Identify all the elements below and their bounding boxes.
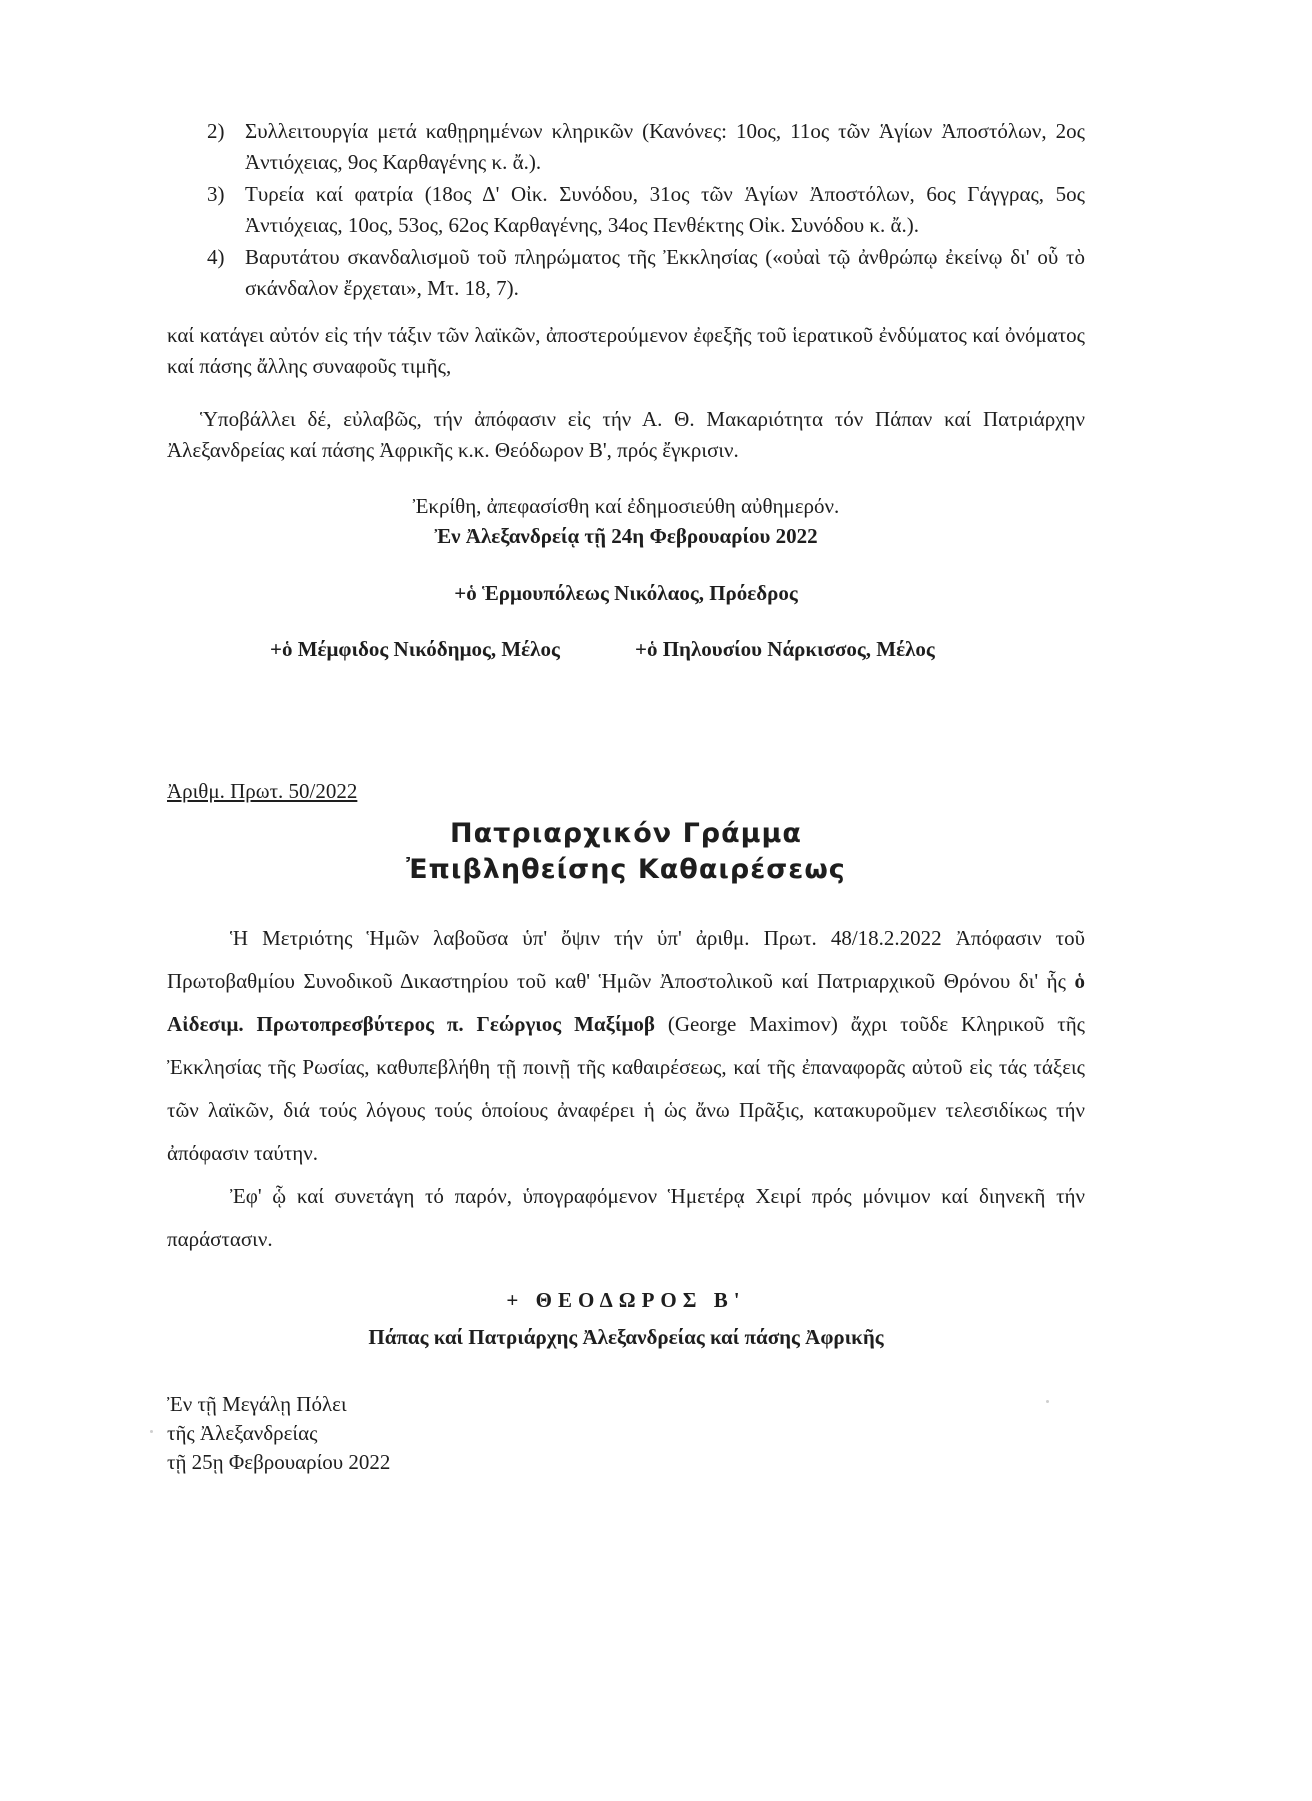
letter-body-paragraph-1	[167, 917, 1085, 1175]
list-item-number: 4)	[207, 245, 225, 269]
member-signature-pelusium: +ὁ Πηλουσίου Νάρκισσος, Μέλος	[635, 637, 935, 661]
place-line: Ἐν τῇ Μεγάλῃ Πόλει	[167, 1392, 347, 1416]
letter-body-text: (George Maximov) ἄχρι τοῦδε Κληρικοῦ τῆς Ἐκκλησίας τῆς Ρωσίας, καθυπεβλήθη τῇ ποινῇ τῆς καθαιρέσεως, καί τῆς ἐπαναφορᾶς αὐτοῦ εἰς τάς τάξεις τῶν λαϊκῶν, διά τούς λόγους τούς ὁποίους ἀναφέρει ἡ ὡς ἄνω Πρᾶξις, κατακυροῦμεν τελεσιδίκως τήν ἀπόφασιν ταύτην.	[167, 1012, 1085, 1165]
letter-title-line-2: Ἐπιβληθείσης Καθαιρέσεως	[406, 854, 846, 885]
cleric-name: ὁ Αἰδεσιμ. Πρωτοπρεσβύτερος π. Γεώργιος Μαξίμοβ	[167, 969, 1085, 1036]
list-item	[195, 179, 1085, 241]
letter-body-paragraph-2: Ἐφ' ᾧ καί συνετάγη τό παρόν, ὑπογραφόμενον Ἡμετέρᾳ Χειρί πρός μόνιμον καί διηνεκῆ τήν παράστασιν.	[167, 1184, 1085, 1251]
list-item-text: Συλλειτουργία μετά καθῃρημένων κληρικῶν (Κανόνες: 10ος, 11ος τῶν Ἁγίων Ἀποστόλων, 2ος Ἀντιόχειας, 9ος Καρθαγένης κ. ἄ.).	[245, 119, 1085, 174]
canon-list	[195, 116, 1085, 305]
list-item	[195, 242, 1085, 304]
decision-paragraph: καί κατάγει αὐτόν εἰς τήν τάξιν τῶν λαϊκῶν, ἀποστερούμενον ἐφεξῆς τοῦ ἱερατικοῦ ἐνδύματος καί ὀνόματος καί πάσης ἄλλης συναφοῦς τιμῆς,	[167, 323, 1085, 378]
list-item-text: Τυρεία καί φατρία (18ος Δ' Οἰκ. Συνόδου, 31ος τῶν Ἁγίων Ἀποστόλων, 6ος Γάγγρας, 5ος Ἀντιόχειας, 10ος, 53ος, 62ος Καρθαγένης, 34ος Πενθέκτης Οἰκ. Συνόδου κ. ἄ.).	[245, 182, 1085, 237]
city-line: τῆς Ἀλεξανδρείας	[167, 1421, 318, 1445]
protocol-number: Ἀριθμ. Πρωτ. 50/2022	[167, 779, 358, 803]
decision-date-line: Ἐν Ἀλεξανδρείᾳ τῇ 24η Φεβρουαρίου 2022	[434, 524, 818, 548]
list-item-number: 3)	[207, 182, 225, 206]
submission-paragraph: Ὑποβάλλει δέ, εὐλαβῶς, τήν ἀπόφασιν εἰς τήν Α. Θ. Μακαριότητα τόν Πάπαν καί Πατριάρχην Ἀλεξανδρείας καί πάσης Ἀφρικῆς κ.κ. Θεόδωρον Β', πρός ἔγκρισιν.	[167, 407, 1085, 462]
judgement-line: Ἐκρίθη, ἀπεφασίσθη καί ἐδημοσιεύθη αὐθημερόν.	[412, 494, 840, 518]
list-item	[195, 116, 1085, 178]
member-signature-memphis: +ὁ Μέμφιδος Νικόδημος, Μέλος	[270, 637, 560, 661]
list-item-number: 2)	[207, 119, 225, 143]
letter-title-line-1: Πατριαρχικόν Γράμμα	[450, 818, 802, 849]
letter-body-text: Ἡ Μετριότης Ἡμῶν λαβοῦσα ὑπ' ὄψιν τήν ὑπ' ἀριθμ. Πρωτ. 48/18.2.2022 Ἀπόφασιν τοῦ Πρωτοβαθμίου Συνοδικοῦ Δικαστηρίου τοῦ καθ' Ἡμῶν Ἀποστολικοῦ καί Πατριαρχικοῦ Θρόνου δι' ἧς	[167, 926, 1085, 993]
scan-speck	[150, 1430, 153, 1433]
president-signature: +ὁ Ἑρμουπόλεως Νικόλαος, Πρόεδρος	[454, 581, 798, 605]
patriarch-title: Πάπας καί Πατριάρχης Ἀλεξανδρείας καί πάσης Ἀφρικῆς	[368, 1325, 884, 1349]
patriarch-signature: + ΘΕΟΔΩΡΟΣ Β'	[506, 1288, 746, 1312]
scan-speck	[1046, 1400, 1049, 1403]
list-item-text: Βαρυτάτου σκανδαλισμοῦ τοῦ πληρώματος τῆς Ἐκκλησίας («οὐαὶ τῷ ἀνθρώπῳ ἐκείνῳ δι' οὗ τὸ σκάνδαλον ἔρχεται», Μτ. 18, 7).	[245, 245, 1085, 300]
date-line: τῇ 25ῃ Φεβρουαρίου 2022	[167, 1450, 391, 1474]
place-date-block	[167, 1390, 390, 1477]
